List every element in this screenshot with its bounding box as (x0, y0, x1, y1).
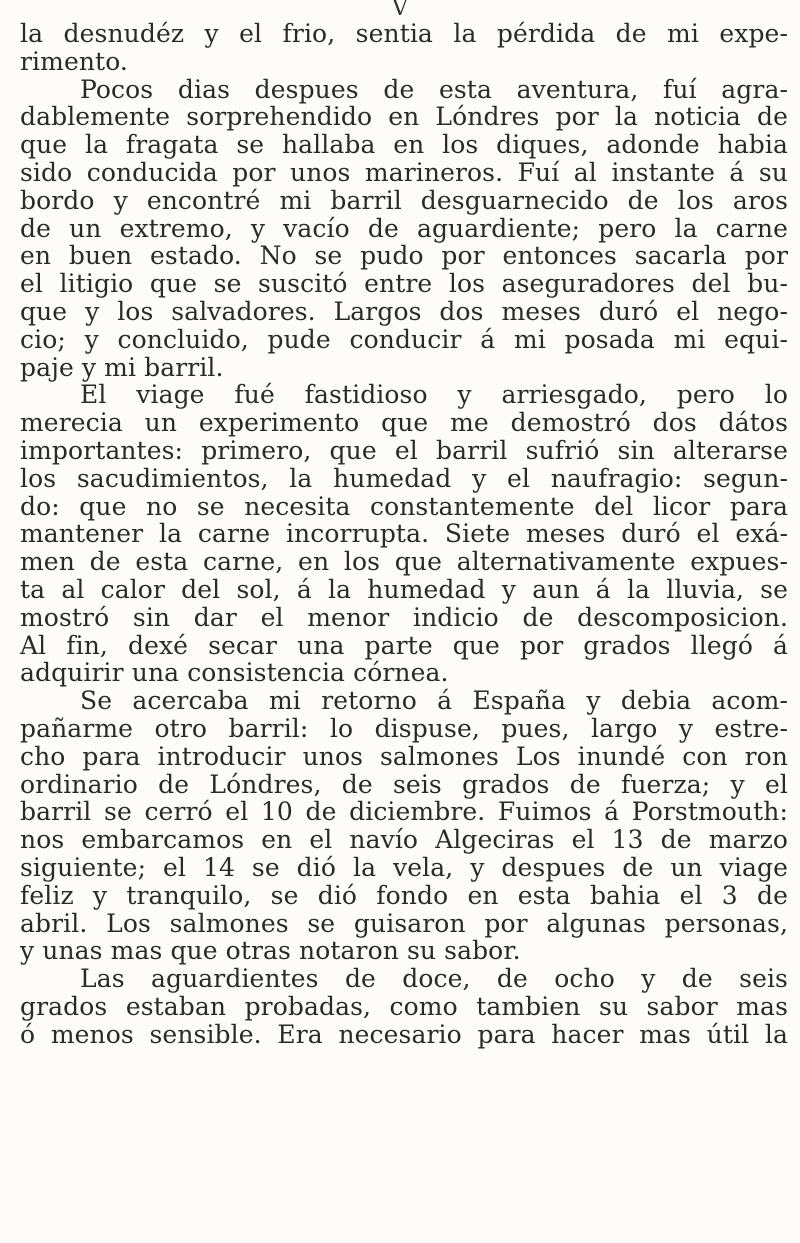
text-line: Se acercaba mi retorno á España y debia acom- (80, 686, 788, 716)
text-line: importantes: primero, que el barril sufrió sin alterarse (20, 435, 788, 465)
text-line: abril. Los salmones se guisaron por algunas personas, (20, 908, 788, 938)
text-line: Las aguardientes de doce, de ocho y de seis (80, 964, 788, 994)
text-line: feliz y tranquilo, se dió fondo en esta bahia el 3 de (20, 880, 788, 910)
signature-mark: V (392, 0, 408, 21)
text-line: cio; y concluido, pude conducir á mi posada mi equi- (20, 324, 788, 354)
text-line: sido conducida por unos marineros. Fuí al instante á su (20, 157, 788, 187)
text-line: nos embarcamos en el navío Algeciras el 13 de marzo (20, 825, 788, 855)
text-line: mostró sin dar el menor indicio de descomposicion. (20, 602, 788, 632)
text-line: siguiente; el 14 se dió la vela, y despues de un viage (20, 852, 788, 882)
text-line: grados estaban probadas, como tambien su sabor mas (20, 991, 788, 1021)
text-line: el litigio que se suscitó entre los aseguradores del bu- (20, 269, 788, 299)
text-line: bordo y encontré mi barril desguarnecido de los aros (20, 185, 788, 215)
text-line: que y los salvadores. Largos dos meses duró el nego- (20, 296, 788, 326)
text-line: rimento. (20, 46, 128, 76)
text-line: ta al calor del sol, á la humedad y aun á la lluvia, se (20, 574, 788, 604)
text-line: dablemente sorprehendido en Lóndres por la noticia de (20, 102, 788, 132)
text-line: los sacudimientos, la humedad y el naufragio: segun- (20, 463, 788, 493)
text-line: Al fin, dexé secar una parte que por grados llegó á (20, 630, 788, 660)
text-line: men de esta carne, en los que alternativamente expues- (20, 547, 788, 577)
text-line: ó menos sensible. Era necesario para hacer mas útil la (20, 1019, 788, 1049)
text-line: y unas mas que otras notaron su sabor. (20, 936, 521, 966)
text-line: El viage fué fastidioso y arriesgado, pero lo (80, 380, 788, 410)
text-line: mantener la carne incorrupta. Siete meses duró el exá- (20, 519, 788, 549)
text-line: Pocos dias despues de esta aventura, fuí agra- (80, 74, 788, 104)
text-line: barril se cerró el 10 de diciembre. Fuimos á Porstmouth: (20, 797, 788, 827)
text-line: la desnudéz y el frio, sentia la pérdida de mi expe- (20, 19, 788, 48)
text-line: merecia un experimento que me demostró dos dátos (20, 408, 788, 438)
text-line: paje y mi barril. (20, 352, 224, 382)
text-line: adquirir una consistencia córnea. (20, 658, 449, 688)
text-line: cho para introducir unos salmones Los inundé con ron (20, 741, 788, 771)
text-line: do: que no se necesita constantemente del licor para (20, 491, 788, 521)
text-line: ordinario de Lóndres, de seis grados de fuerza; y el (20, 769, 788, 799)
text-line: en buen estado. No se pudo por entonces sacarla por (20, 241, 788, 271)
text-line: pañarme otro barril: lo dispuse, pues, largo y estre- (20, 713, 788, 743)
text-line: de un extremo, y vacío de aguardiente; pero la carne (20, 213, 788, 243)
text-line: que la fragata se hallaba en los diques, adonde habia (20, 130, 788, 160)
page-body-text (20, 20, 788, 1048)
